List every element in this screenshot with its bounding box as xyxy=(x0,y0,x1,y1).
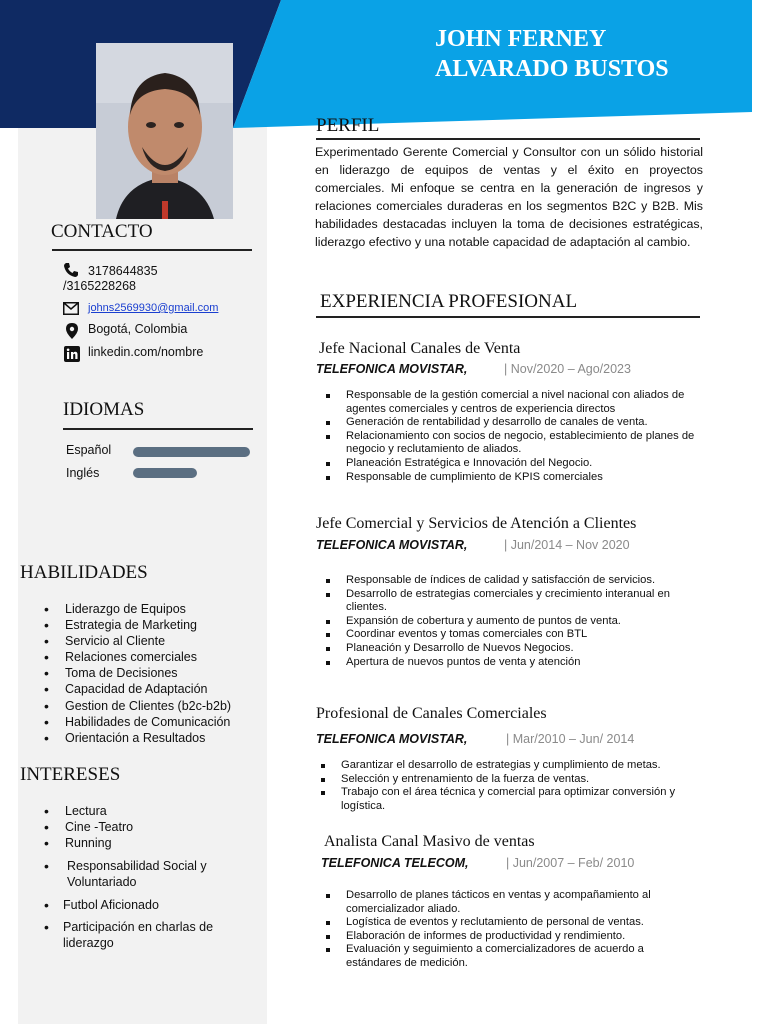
phone-icon xyxy=(63,262,79,278)
interest-item: • Responsabilidad Social y Voluntariado xyxy=(38,858,227,890)
skill-item: • Gestion de Clientes (b2c-b2b) xyxy=(38,698,263,714)
phone-secondary: /3165228268 xyxy=(63,279,136,293)
job-dates: | Nov/2020 – Ago/2023 xyxy=(504,362,631,376)
name-first-line: JOHN FERNEY xyxy=(435,26,607,52)
skill-item: • Liderazgo de Equipos xyxy=(38,601,263,617)
job-duties xyxy=(315,889,695,971)
job-company: TELEFONICA MOVISTAR, xyxy=(316,538,468,552)
duty-item: Expansión de cobertura y aumento de puntos de venta. xyxy=(315,615,695,629)
language-level-bar xyxy=(133,468,197,478)
duty-item: Generación de rentabilidad y desarrollo de canales de venta. xyxy=(315,416,695,430)
languages-title: IDIOMAS xyxy=(63,399,145,420)
experience-title: EXPERIENCIA PROFESIONAL xyxy=(320,291,578,312)
job-title: Jefe Comercial y Servicios de Atención a Clientes xyxy=(316,515,637,532)
linkedin-icon xyxy=(64,346,80,362)
contact-divider xyxy=(52,249,252,251)
job-dates: | Mar/2010 – Jun/ 2014 xyxy=(506,732,635,746)
interests-list xyxy=(38,803,238,951)
language-level-bar xyxy=(133,447,250,457)
job-company: TELEFONICA MOVISTAR, xyxy=(316,362,468,376)
interest-item: • Lectura xyxy=(38,803,238,819)
profile-divider xyxy=(316,138,700,140)
skill-item: • Capacidad de Adaptación xyxy=(38,681,263,697)
skill-item: • Estrategia de Marketing xyxy=(38,617,263,633)
language-name: Español xyxy=(66,443,112,457)
job-duties xyxy=(315,574,695,669)
interest-item: • Participación en charlas de liderazgo xyxy=(38,919,238,951)
duty-item: Planeación Estratégica e Innovación del Negocio. xyxy=(315,457,695,471)
interest-item: • Futbol Aficionado xyxy=(38,897,238,913)
duty-item: Coordinar eventos y tomas comerciales con BTL xyxy=(315,628,695,642)
skills-list xyxy=(38,601,263,746)
duty-item: Responsable de cumplimiento de KPIS comerciales xyxy=(315,471,695,485)
profile-photo xyxy=(96,43,233,219)
interest-item: • Cine -Teatro xyxy=(38,819,238,835)
duty-item: Trabajo con el área técnica y comercial para optimizar conversión y logística. xyxy=(310,786,700,813)
skill-item: • Orientación a Resultados xyxy=(38,730,263,746)
duty-item: Relacionamiento con socios de negocio, establecimiento de planes de negocio y reclutamiento de aliados. xyxy=(315,430,695,457)
duty-item: Desarrollo de estrategias comerciales y crecimiento interanual en clientes. xyxy=(315,588,695,615)
job-dates: | Jun/2014 – Nov 2020 xyxy=(504,538,630,552)
email-link[interactable]: johns2569930@gmail.com xyxy=(88,302,219,314)
location-icon xyxy=(66,323,78,339)
full-name xyxy=(435,24,669,84)
duty-item: Logística de eventos y reclutamiento de personal de ventas. xyxy=(315,916,695,930)
duty-item: Apertura de nuevos puntos de venta y atención xyxy=(315,656,695,670)
interest-item: • Running xyxy=(38,835,238,851)
job-company: TELEFONICA TELECOM, xyxy=(321,856,469,870)
duty-item: Responsable de la gestión comercial a nivel nacional con aliados de agentes comerciales y centros de experiencia directos xyxy=(315,389,695,416)
skill-item: • Servicio al Cliente xyxy=(38,633,263,649)
duty-item: Selección y entrenamiento de la fuerza de ventas. xyxy=(310,773,700,787)
contact-title: CONTACTO xyxy=(51,221,153,242)
duty-item: Evaluación y seguimiento a comercializadores de acuerdo a estándares de medición. xyxy=(315,943,695,970)
interests-title: INTERESES xyxy=(20,764,121,785)
profile-text: Experimentado Gerente Comercial y Consultor con un sólido historial en liderazgo de equipos de ventas y el éxito en proyectos comerciales. Mi enfoque se centra en la generación de ingresos y relaciones comerciales duraderas en los segmentos B2C y B2B. Mis habilidades destacadas incluyen la toma de decisiones estratégicas, liderazgo efectivo y una notable capacidad de adaptación al cambio. xyxy=(315,145,703,249)
duty-item: Planeación y Desarrollo de Nuevos Negocios. xyxy=(315,642,695,656)
duty-item: Desarrollo de planes tácticos en ventas y acompañamiento al comercializador aliado. xyxy=(315,889,695,916)
languages-divider xyxy=(63,428,253,430)
skill-item: • Toma de Decisiones xyxy=(38,665,263,681)
location-text: Bogotá, Colombia xyxy=(88,322,188,336)
job-duties xyxy=(315,389,695,484)
skill-item: • Habilidades de Comunicación xyxy=(38,714,263,730)
name-second-line: ALVARADO BUSTOS xyxy=(435,56,669,82)
job-title: Jefe Nacional Canales de Venta xyxy=(319,340,521,357)
job-duties xyxy=(310,759,700,813)
skill-item: • Relaciones comerciales xyxy=(38,649,263,665)
job-title: Analista Canal Masivo de ventas xyxy=(324,833,535,850)
duty-item: Garantizar el desarrollo de estrategias y cumplimiento de metas. xyxy=(310,759,700,773)
job-title: Profesional de Canales Comerciales xyxy=(316,705,547,722)
email-icon xyxy=(63,302,79,315)
duty-item: Elaboración de informes de productividad y rendimiento. xyxy=(315,930,695,944)
phone-primary: 3178644835 xyxy=(88,264,158,278)
language-name: Inglés xyxy=(66,466,100,480)
skills-title: HABILIDADES xyxy=(20,562,148,583)
job-dates: | Jun/2007 – Feb/ 2010 xyxy=(506,856,635,870)
experience-divider xyxy=(316,316,700,318)
linkedin-link[interactable]: linkedin.com/nombre xyxy=(88,345,204,359)
job-company: TELEFONICA MOVISTAR, xyxy=(316,732,468,746)
profile-title: PERFIL xyxy=(316,115,380,136)
duty-item: Responsable de índices de calidad y satisfacción de servicios. xyxy=(315,574,695,588)
